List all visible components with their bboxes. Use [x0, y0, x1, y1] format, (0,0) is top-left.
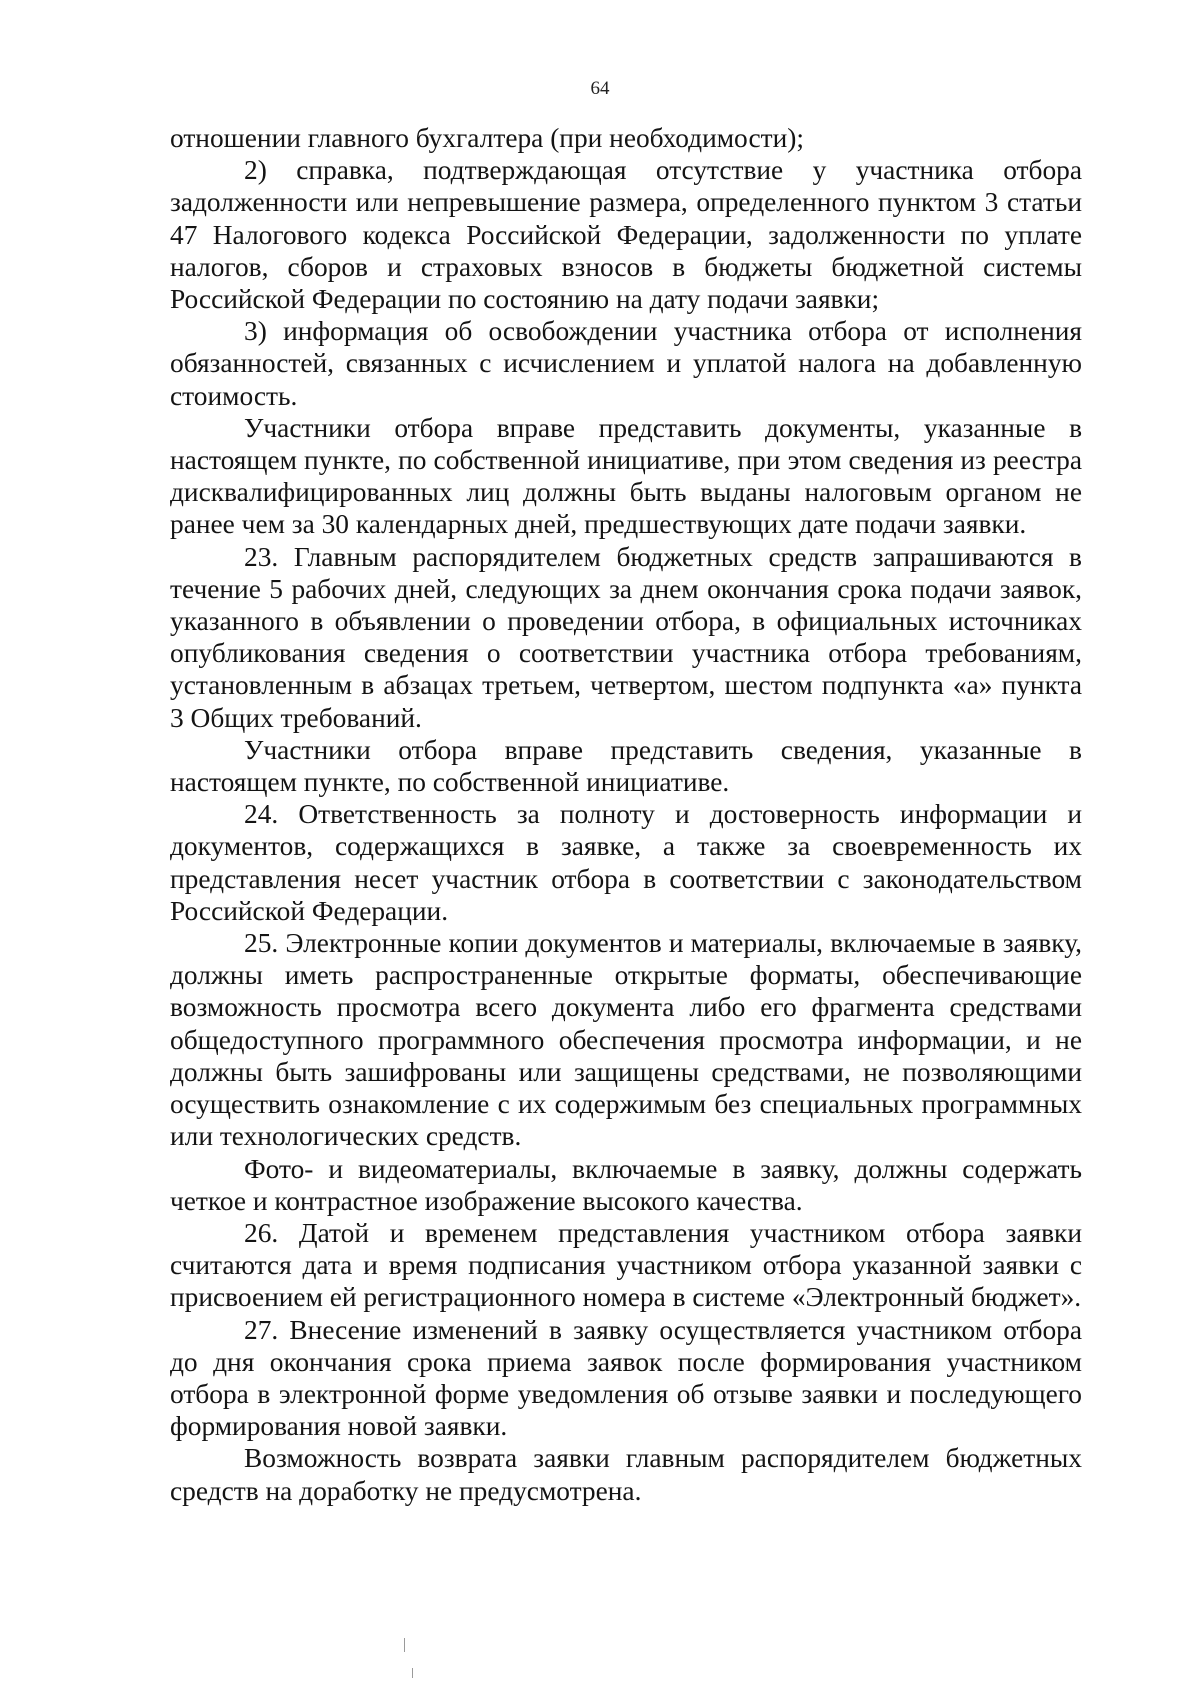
document-body	[170, 122, 1082, 1507]
scan-artifact	[404, 1638, 405, 1652]
paragraph: Фото- и видеоматериалы, включаемые в заявку, должны содержать четкое и контрастное изображение высокого качества.	[170, 1153, 1082, 1216]
paragraph: 2) справка, подтверждающая отсутствие у участника отбора задолженности или непревышение размера, определенного пунктом 3 статьи 47 Налогового кодекса Российской Федерации, задолженности по уплате налогов, сборов и страховых взносов в бюджеты бюджетной системы Российской Федерации по состоянию на дату подачи заявки;	[170, 155, 1082, 315]
paragraph: Возможность возврата заявки главным распорядителем бюджетных средств на доработку не предусмотрена.	[170, 1443, 1082, 1506]
paragraph: Участники отбора вправе представить документы, указанные в настоящем пункте, по собственной инициативе, при этом сведения из реестра дисквалифицированных лиц должны быть выданы налоговым органом не ранее чем за 30 календарных дней, предшествующих дате подачи заявки.	[170, 412, 1082, 540]
scan-artifact	[412, 1668, 413, 1678]
paragraph: 27. Внесение изменений в заявку осуществляется участником отбора до дня окончания срока приема заявок после формирования участником отбора в электронной форме уведомления об отзыве заявки и последующего формирования новой заявки.	[170, 1314, 1082, 1442]
page-number: 64	[590, 78, 610, 99]
paragraph: 24. Ответственность за полноту и достоверность информации и документов, содержащихся в заявке, а также за своевременность их представления несет участник отбора в соответствии с законодательством Российской Федерации.	[170, 799, 1082, 926]
paragraph: отношении главного бухгалтера (при необходимости);	[170, 123, 804, 153]
paragraph: 3) информация об освобождении участника отбора от исполнения обязанностей, связанных с исчислением и уплатой налога на добавленную стоимость.	[170, 316, 1082, 411]
paragraph: 26. Датой и временем представления участником отбора заявки считаются дата и время подписания участником отбора указанной заявки с присвоением ей регистрационного номера в системе «Электронный бюджет».	[170, 1217, 1082, 1313]
paragraph: Участники отбора вправе представить сведения, указанные в настоящем пункте, по собственной инициативе.	[170, 734, 1082, 798]
paragraph: 25. Электронные копии документов и материалы, включаемые в заявку, должны иметь распространенные открытые форматы, обеспечивающие возможность просмотра всего документа либо его фрагмента средствами общедоступного программного обеспечения просмотра информации, и не должны быть зашифрованы или защищены средствами, не позволяющими осуществить ознакомление с их содержимым без специальных программных или технологических средств.	[170, 928, 1082, 1152]
paragraph: 23. Главным распорядителем бюджетных средств запрашиваются в течение 5 рабочих дней, следующих за днем окончания срока подачи заявок, указанного в объявлении о проведении отбора, в официальных источниках опубликования сведения о соответствии участника отбора требованиям, установленным в абзацах третьем, четвертом, шестом подпункта «а» пункта 3 Общих требований.	[170, 541, 1082, 733]
